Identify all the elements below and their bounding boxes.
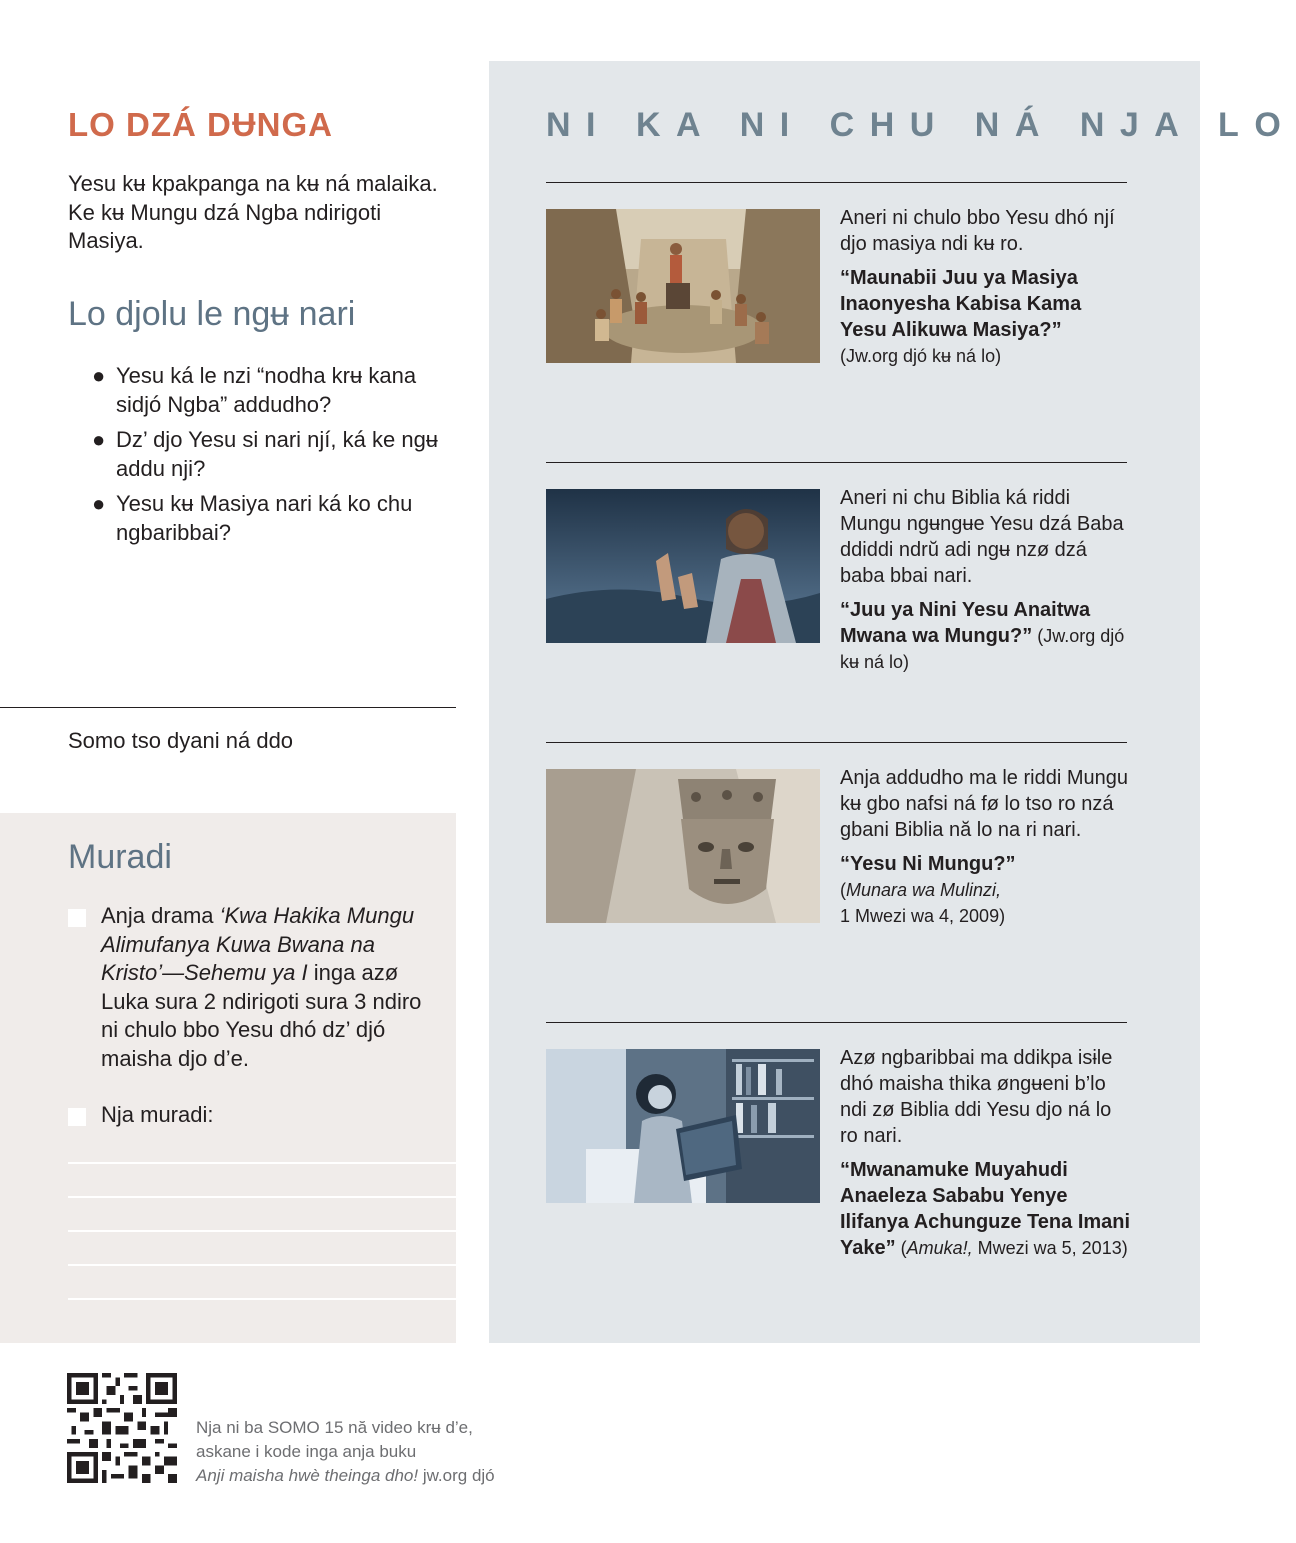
custom-goal-checkbox[interactable] — [68, 1108, 86, 1126]
custom-goal-label: Nja muradi: — [101, 1102, 214, 1127]
goal-checkbox[interactable] — [68, 909, 86, 927]
review-questions — [92, 362, 452, 554]
divider — [0, 707, 456, 708]
goal-writing-line[interactable] — [68, 1298, 456, 1300]
summary-title: LO DZÁ DɄNGA — [68, 106, 333, 143]
jesus-entering-jerusalem-image[interactable] — [546, 209, 820, 363]
resource-description: Anja addudho ma le riddi Mungu kʉ gbo nafsi ná fø lo tso ro nzá gbani Biblia nă lo na ri nari. — [840, 767, 1128, 841]
resource-description: Aneri ni chulo bbo Yesu dhó njí djo masiya ndi kʉ ro. — [840, 207, 1115, 255]
resource-link[interactable]: “Maunabii Juu ya Masiya Inaonyesha Kabisa Kama Yesu Alikuwa Masiya?” (Jw.org djó kʉ ná lo) — [840, 267, 1082, 366]
bullet-icon: ● — [92, 491, 106, 516]
more-resources-title: NI KA NI CHU NÁ NJA LO — [546, 106, 1296, 144]
divider — [546, 182, 1127, 183]
review-question: ● Yesu kʉ Masiya nari ká ko chu ngbaribbai? — [92, 491, 413, 545]
goal-item: Anja drama ‘Kwa Hakika Mungu Alimufanya Kuwa Bwana na Kristo’—Sehemu ya I inga azø Luka sura 2 ndirigoti sura 3 ndiro ni chulo bbo Yesu dhó dz’ djó maisha djo d’e. — [101, 903, 422, 1071]
resource-link[interactable]: “Juu ya Nini Yesu Anaitwa Mwana wa Mungu?” (Jw.org djó kʉ ná lo) — [840, 599, 1125, 672]
footer-video-note: Nja ni ba SOMO 15 nă video krʉ d’e, askane i kode inga anja buku Anji maisha hwè theinga dho! jw.org djó — [196, 1418, 495, 1485]
divider — [546, 462, 1127, 463]
qr-code-icon[interactable] — [67, 1373, 177, 1483]
woman-reading-image[interactable] — [546, 1049, 820, 1203]
review-title: Lo djolu le ngʉ nari — [68, 295, 356, 333]
divider — [546, 1022, 1127, 1023]
resource-link[interactable]: “Mwanamuke Muyahudi Anaeleza Sababu Yenye Ilifanya Achunguze Tena Imani Yake” (Amuka!, Mwezi wa 5, 2013) — [840, 1159, 1131, 1259]
summary-text: Yesu kʉ kpakpanga na kʉ ná malaika. Ke kʉ Mungu dzá Ngba ndirigoti Masiya. — [68, 171, 438, 253]
goal-writing-line[interactable] — [68, 1264, 456, 1266]
resource-description: Azø ngbaribbai ma ddikpa isɨle dhó maisha thika øngʉeni b’lo ndi zø Biblia ddi Yesu djo ná lo ro nari. — [840, 1047, 1113, 1147]
goals-title: Muradi — [68, 838, 172, 876]
studied-date-label: Somo tso dyani ná ddo — [68, 728, 294, 753]
divider — [546, 742, 1127, 743]
jesus-praying-image[interactable] — [546, 489, 820, 643]
trinity-carving-image[interactable] — [546, 769, 820, 923]
goal-writing-line[interactable] — [68, 1230, 456, 1232]
review-question: ● Dz’ djo Yesu si nari njí, ká ke ngʉ addu nji? — [92, 427, 439, 481]
bullet-icon: ● — [92, 363, 106, 388]
bullet-icon: ● — [92, 427, 106, 452]
goal-writing-line[interactable] — [68, 1196, 456, 1198]
goal-writing-line[interactable] — [68, 1162, 456, 1164]
review-question: ● Yesu ká le nzi “nodha krʉ kana sidjó Ngba” addudho? — [92, 363, 417, 417]
resource-description: Aneri ni chu Biblia ká riddi Mungu ngʉngʉe Yesu dzá Baba ddiddi ndrŭ adi ngʉ nzø dzá baba bbai nari. — [840, 487, 1124, 587]
resource-link[interactable]: “Yesu Ni Mungu?” (Munara wa Mulinzi, 1 Mwezi wa 4, 2009) — [840, 853, 1016, 926]
